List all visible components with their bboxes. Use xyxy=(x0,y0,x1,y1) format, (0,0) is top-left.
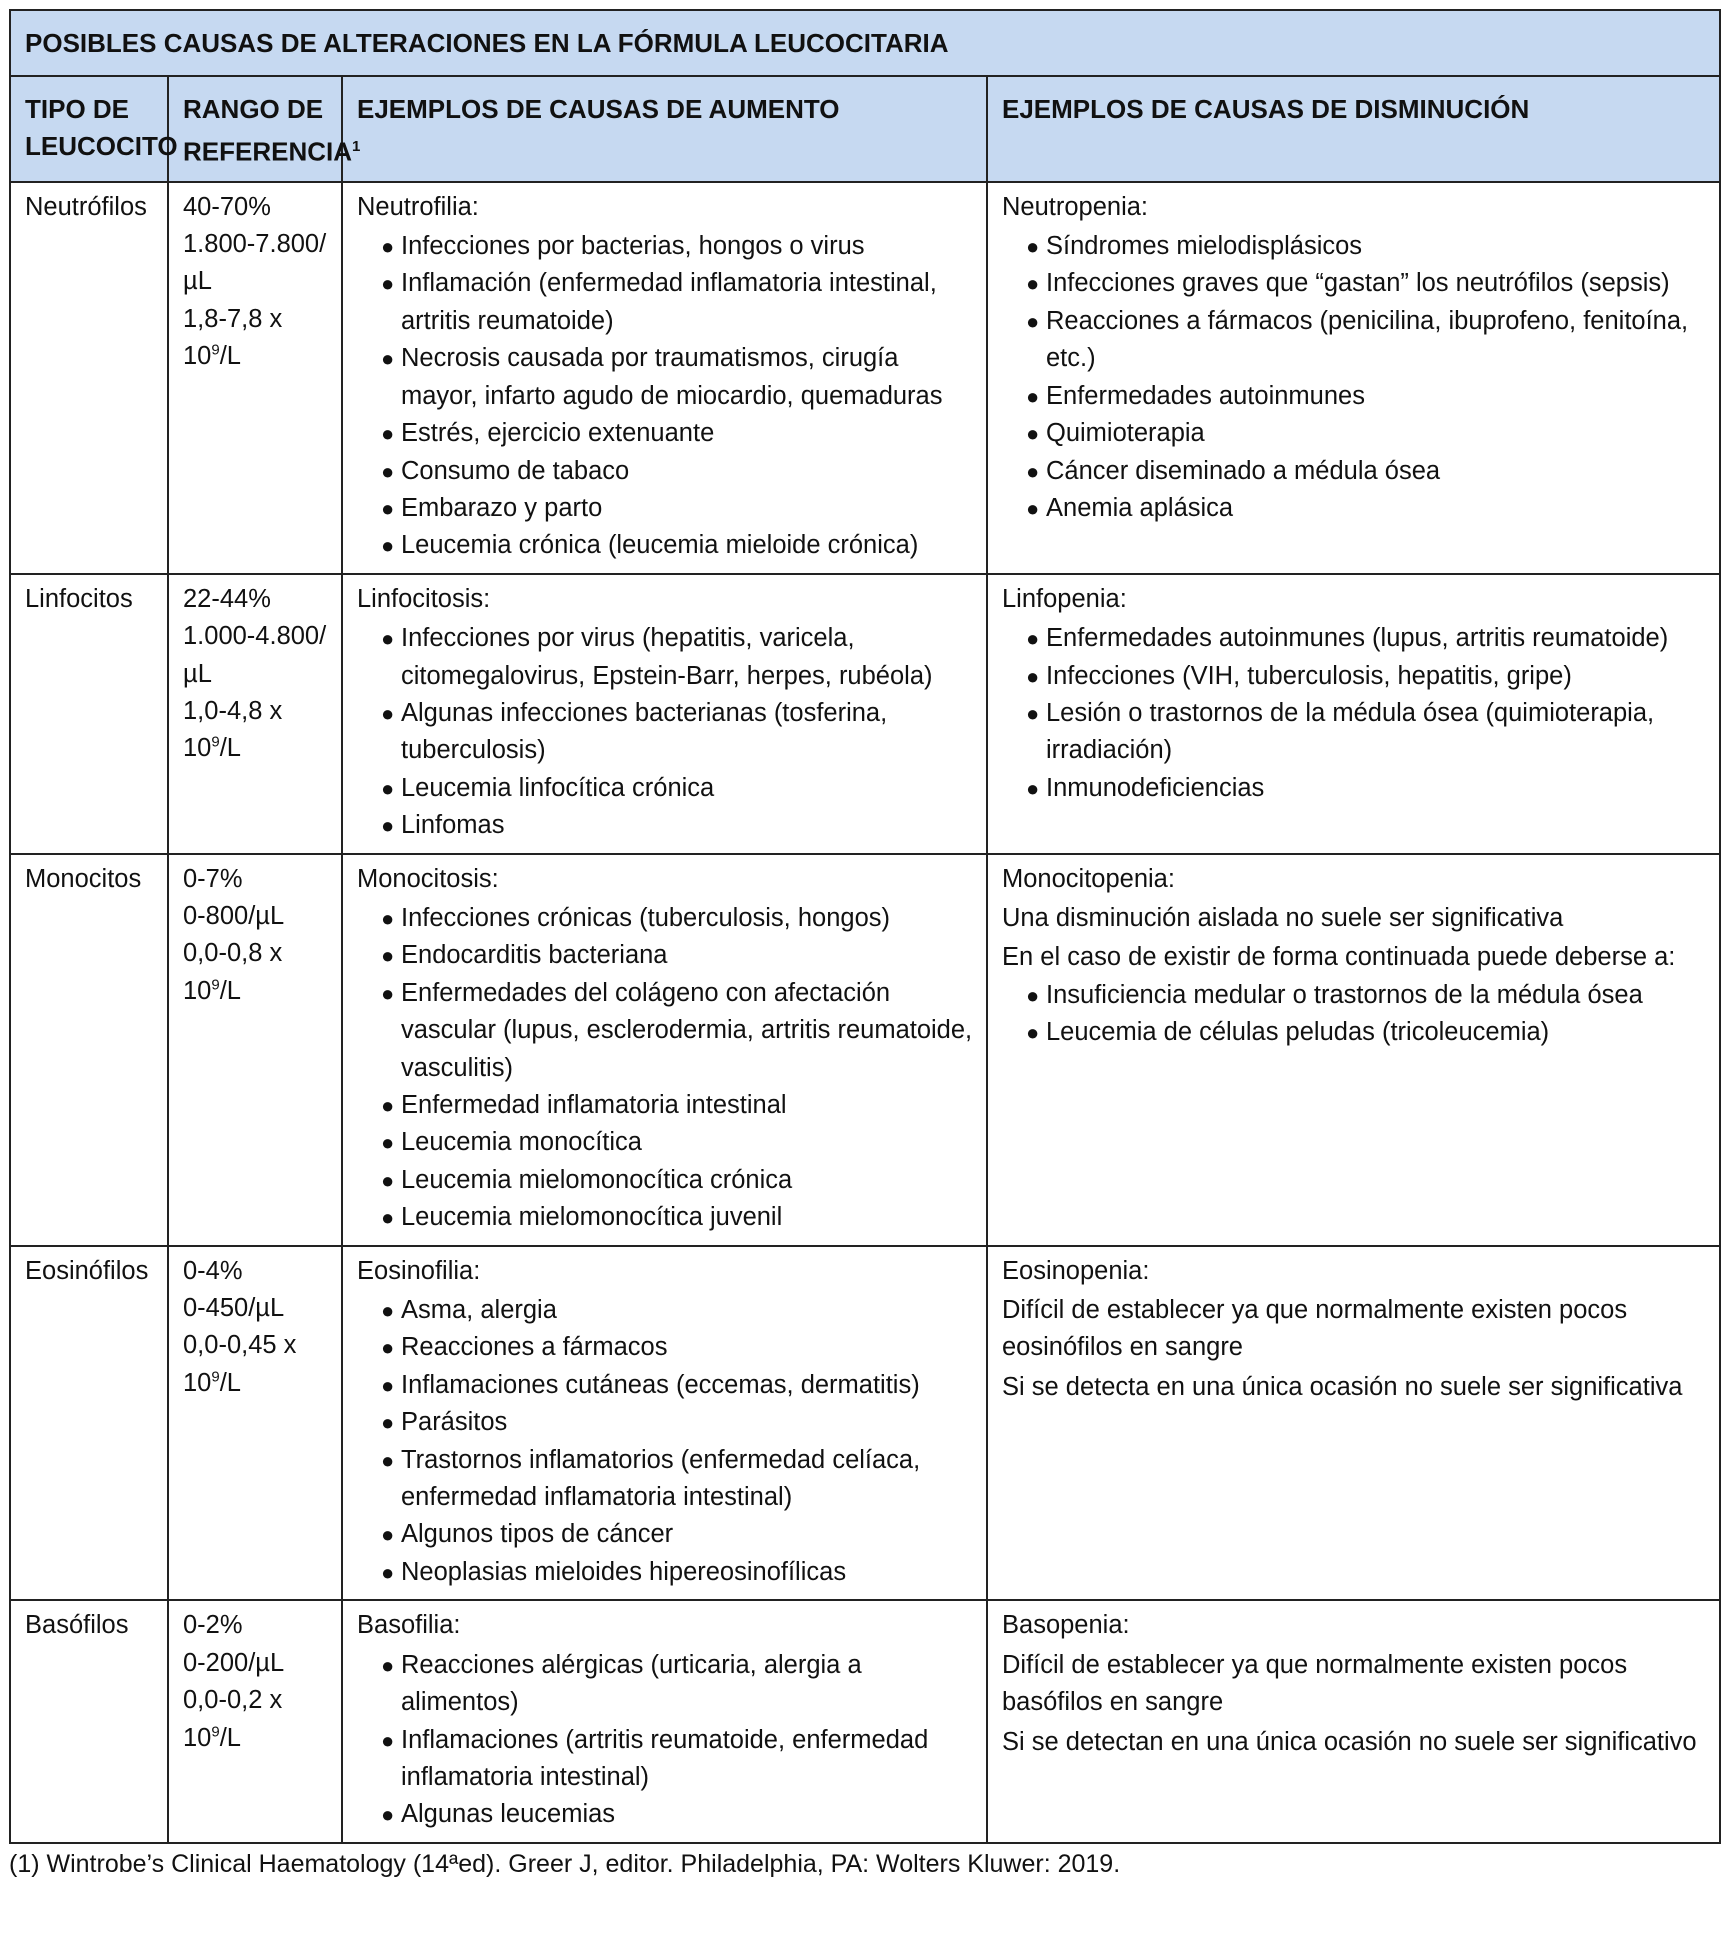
range-si-exponent: 9 xyxy=(211,341,220,359)
range-si-exponent: 9 xyxy=(211,1723,220,1740)
cause-text: Embarazo y parto xyxy=(401,493,603,522)
range-absolute: 0-450/µL xyxy=(183,1294,285,1323)
cause-text: Enfermedades del colágeno con afectación vascular (lupus, esclerodermia, artritis reumatoide, vasculitis) xyxy=(401,978,973,1082)
reference-range xyxy=(168,1600,342,1842)
bullet-icon: ● xyxy=(1026,495,1040,521)
cause-item xyxy=(357,1367,976,1404)
bullet-icon: ● xyxy=(381,813,395,839)
header-tipo: TIPO DE LEUCOCITO xyxy=(10,76,168,182)
bullet-icon: ● xyxy=(1026,700,1040,726)
table-row xyxy=(10,1600,1720,1842)
cause-text: Leucemia monocítica xyxy=(401,1128,642,1157)
bullet-icon: ● xyxy=(381,775,395,801)
cause-item xyxy=(357,1404,976,1441)
range-absolute: 0-800/µL xyxy=(183,901,285,930)
cause-text: Inflamaciones (artritis reumatoide, enfermedad inflamatoria intestinal) xyxy=(401,1725,929,1791)
cause-text: Linfomas xyxy=(401,811,505,840)
header-rango xyxy=(168,76,361,182)
cause-item xyxy=(357,1124,976,1161)
cause-text: Leucemia mielomonocítica juvenil xyxy=(401,1203,783,1232)
bullet-icon: ● xyxy=(381,495,395,521)
cause-item xyxy=(357,1722,976,1797)
range-si-base: 0,0-0,2 x 10 xyxy=(183,1686,283,1752)
leukocyte-type: Monocitos xyxy=(10,854,168,1246)
reference-range xyxy=(168,1246,342,1601)
cause-paragraph: Difícil de establecer ya que normalmente existen pocos eosinófilos en sangre xyxy=(1002,1296,1628,1362)
cause-text: Leucemia linfocítica crónica xyxy=(401,773,715,802)
bullet-icon: ● xyxy=(1026,308,1040,334)
causes-aumento xyxy=(342,1246,987,1601)
cause-text: Leucemia mielomonocítica crónica xyxy=(401,1165,793,1194)
cause-text: Lesión o trastornos de la médula ósea (quimioterapia, irradiación) xyxy=(1046,698,1655,765)
cause-item xyxy=(357,770,976,807)
condition-label: Linfocitosis: xyxy=(357,584,491,613)
cause-text: Infecciones por virus (hepatitis, varicela, citomegalovirus, Epstein-Barr, herpes, rubéola) xyxy=(401,624,933,690)
bullet-icon: ● xyxy=(1026,458,1040,484)
footnote: (1) Wintrobe’s Clinical Haematology (14ªed). Greer J, editor. Philadelphia, PA: Wolters Kluwer: 2019. xyxy=(9,1849,1121,1878)
cause-item xyxy=(357,1442,976,1517)
cause-item xyxy=(357,807,976,844)
cause-text: Neoplasias mieloides hipereosinofílicas xyxy=(401,1557,847,1586)
cause-item xyxy=(357,1162,976,1199)
cause-text: Trastornos inflamatorios (enfermedad celíaca, enfermedad inflamatoria intestinal) xyxy=(401,1445,921,1512)
condition-label: Linfopenia: xyxy=(1002,584,1127,613)
cause-item xyxy=(357,1199,976,1236)
cause-text: Infecciones por bacterias, hongos o virus xyxy=(401,232,865,261)
range-si-exponent: 9 xyxy=(211,1368,220,1386)
cause-paragraph: Una disminución aislada no suele ser significativa xyxy=(1002,903,1564,932)
cause-text: Infecciones graves que “gastan” los neutrófilos (sepsis) xyxy=(1046,269,1670,298)
bullet-icon: ● xyxy=(381,1652,395,1678)
bullet-icon: ● xyxy=(381,421,395,447)
header-row xyxy=(10,76,1720,182)
cause-item xyxy=(357,1647,976,1722)
bullet-icon: ● xyxy=(1026,982,1040,1008)
cause-text: Insuficiencia medular o trastornos de la médula ósea xyxy=(1046,980,1643,1009)
range-si-unit: /L xyxy=(219,976,241,1005)
bullet-icon: ● xyxy=(1026,383,1040,409)
cause-text: Enfermedad inflamatoria intestinal xyxy=(401,1091,787,1119)
cause-item xyxy=(1002,770,1709,807)
cause-text: Leucemia crónica (leucemia mieloide crónica) xyxy=(401,531,919,560)
range-si-exponent: 9 xyxy=(211,976,220,994)
cause-text: Consumo de tabaco xyxy=(401,456,630,485)
title-row xyxy=(10,10,1720,76)
cause-item xyxy=(1002,415,1709,452)
table-row xyxy=(10,574,1720,854)
range-percent: 0-7% xyxy=(183,864,243,893)
range-si-base: 1,8-7,8 x 10 xyxy=(183,304,283,371)
bullet-icon: ● xyxy=(381,905,395,931)
causes-aumento xyxy=(342,182,987,574)
causes-disminucion xyxy=(987,182,1720,574)
cause-item xyxy=(357,228,976,265)
condition-label: Neutropenia: xyxy=(1002,192,1149,221)
range-si-unit: /L xyxy=(219,734,241,763)
cause-item xyxy=(357,1292,976,1329)
range-si-base: 0,0-0,45 x 10 xyxy=(183,1331,297,1397)
bullet-icon: ● xyxy=(1026,271,1040,297)
header-rango-label: RANGO DE REFERENCIA xyxy=(183,94,353,167)
condition-label: Neutrofilia: xyxy=(357,192,479,221)
cause-text: Anemia aplásica xyxy=(1046,493,1234,522)
cause-text: Leucemia de células peludas (tricoleucemia) xyxy=(1046,1018,1550,1047)
causes-aumento xyxy=(342,854,987,1246)
table-row xyxy=(10,1246,1720,1601)
bullet-icon: ● xyxy=(381,1130,395,1156)
range-si xyxy=(183,1682,331,1757)
cause-item xyxy=(1002,378,1709,415)
reference-range xyxy=(168,182,342,574)
bullet-icon: ● xyxy=(381,1559,395,1585)
cause-text: Endocarditis bacteriana xyxy=(401,941,668,970)
table-row xyxy=(10,854,1720,1246)
bullet-icon: ● xyxy=(381,346,395,372)
cause-text: Algunas leucemias xyxy=(401,1800,616,1829)
cause-item xyxy=(357,265,976,340)
cause-item xyxy=(357,620,976,695)
range-si xyxy=(183,935,331,1010)
document xyxy=(9,9,1719,1879)
bullet-icon: ● xyxy=(381,626,395,652)
range-si-unit: /L xyxy=(219,1723,241,1752)
cause-text: Síndromes mielodisplásicos xyxy=(1046,232,1363,261)
range-si xyxy=(183,1327,331,1402)
table-title: POSIBLES CAUSAS DE ALTERACIONES EN LA FÓRMULA LEUCOCITARIA xyxy=(10,10,1720,76)
cause-text: Reacciones a fármacos (penicilina, ibuprofeno, fenitoína, etc.) xyxy=(1046,306,1689,373)
cause-text: Quimioterapia xyxy=(1046,419,1205,448)
range-percent: 0-4% xyxy=(183,1256,243,1285)
range-si-unit: /L xyxy=(219,1368,241,1397)
reference-range xyxy=(168,574,342,854)
cause-paragraph: Si se detecta en una única ocasión no suele ser significativa xyxy=(1002,1372,1683,1401)
cause-item xyxy=(357,527,976,564)
bullet-icon: ● xyxy=(381,1447,395,1473)
cause-item xyxy=(357,1516,976,1553)
bullet-icon: ● xyxy=(381,271,395,297)
cause-item xyxy=(1002,303,1709,378)
cause-paragraph: Difícil de establecer ya que normalmente existen pocos basófilos en sangre xyxy=(1002,1650,1628,1717)
bullet-icon: ● xyxy=(381,1167,395,1193)
bullet-icon: ● xyxy=(381,234,395,260)
cause-text: Infecciones crónicas (tuberculosis, hongos) xyxy=(401,903,890,932)
bullet-icon: ● xyxy=(381,1727,395,1753)
cause-text: Reacciones alérgicas (urticaria, alergia a alimentos) xyxy=(401,1650,862,1717)
cause-text: Algunas infecciones bacterianas (tosferina, tuberculosis) xyxy=(401,698,888,765)
cause-item xyxy=(357,900,976,937)
footnote-ref: 1 xyxy=(352,138,361,155)
cause-item xyxy=(357,975,976,1087)
table-row xyxy=(10,182,1720,574)
cause-item xyxy=(1002,453,1709,490)
cause-item xyxy=(357,937,976,974)
bullet-icon: ● xyxy=(381,700,395,726)
cause-item xyxy=(1002,1014,1709,1051)
range-si-base: 1,0-4,8 x 10 xyxy=(183,696,283,763)
range-percent: 40-70% xyxy=(183,192,271,221)
bullet-icon: ● xyxy=(1026,626,1040,652)
bullet-icon: ● xyxy=(1026,421,1040,447)
cause-item xyxy=(1002,620,1709,657)
range-si-base: 0,0-0,8 x 10 xyxy=(183,939,283,1005)
bullet-icon: ● xyxy=(381,1410,395,1436)
bullet-icon: ● xyxy=(381,1372,395,1398)
bullet-icon: ● xyxy=(381,943,395,969)
range-absolute: 0-200/µL xyxy=(183,1648,285,1677)
causes-disminucion xyxy=(987,1246,1720,1601)
cause-paragraph: Si se detectan en una única ocasión no suele ser significativo xyxy=(1002,1727,1697,1756)
cause-item xyxy=(1002,490,1709,527)
range-absolute: 1.000-4.800/µL xyxy=(183,622,327,688)
cause-text: Infecciones (VIH, tuberculosis, hepatitis, gripe) xyxy=(1046,661,1572,690)
cause-text: Estrés, ejercicio extenuante xyxy=(401,419,715,448)
causes-disminucion xyxy=(987,1600,1720,1842)
causes-aumento xyxy=(342,1600,987,1842)
cause-item xyxy=(357,1087,976,1124)
leukocyte-table xyxy=(9,9,1721,1844)
cause-item xyxy=(357,415,976,452)
leukocyte-type: Neutrófilos xyxy=(10,182,168,574)
reference-range xyxy=(168,854,342,1246)
bullet-icon: ● xyxy=(1026,663,1040,689)
cause-item xyxy=(357,340,976,415)
bullet-icon: ● xyxy=(381,1093,395,1118)
cause-paragraph: En el caso de existir de forma continuada puede deberse a: xyxy=(1002,943,1676,972)
bullet-icon: ● xyxy=(381,1205,395,1231)
cause-item xyxy=(357,1554,976,1591)
condition-label: Eosinopenia: xyxy=(1002,1256,1150,1285)
range-si xyxy=(183,693,331,768)
cause-item xyxy=(357,453,976,490)
range-si-exponent: 9 xyxy=(211,733,220,751)
condition-label: Monocitopenia: xyxy=(1002,864,1175,893)
cause-item xyxy=(1002,658,1709,695)
condition-label: Basopenia: xyxy=(1002,1611,1130,1640)
cause-text: Cáncer diseminado a médula ósea xyxy=(1046,456,1441,485)
cause-item xyxy=(1002,977,1709,1014)
bullet-icon: ● xyxy=(381,980,395,1006)
cause-item xyxy=(357,1329,976,1366)
causes-aumento xyxy=(342,574,987,854)
leukocyte-type: Linfocitos xyxy=(10,574,168,854)
bullet-icon: ● xyxy=(381,1298,395,1324)
causes-disminucion xyxy=(987,574,1720,854)
bullet-icon: ● xyxy=(381,1335,395,1361)
cause-text: Inmunodeficiencias xyxy=(1046,773,1265,802)
bullet-icon: ● xyxy=(1026,234,1040,260)
range-percent: 0-2% xyxy=(183,1611,243,1640)
condition-label: Basofilia: xyxy=(357,1611,461,1640)
header-aumento: EJEMPLOS DE CAUSAS DE AUMENTO xyxy=(342,76,987,182)
cause-text: Enfermedades autoinmunes (lupus, artritis reumatoide) xyxy=(1046,624,1669,653)
range-si xyxy=(183,301,331,376)
bullet-icon: ● xyxy=(381,1802,395,1828)
cause-text: Algunos tipos de cáncer xyxy=(401,1520,674,1549)
range-percent: 22-44% xyxy=(183,584,271,613)
leukocyte-type: Eosinófilos xyxy=(10,1246,168,1601)
bullet-icon: ● xyxy=(381,1522,395,1548)
cause-text: Reacciones a fármacos xyxy=(401,1333,668,1362)
condition-label: Monocitosis: xyxy=(357,864,499,893)
cause-item xyxy=(1002,265,1709,302)
cause-item xyxy=(357,490,976,527)
bullet-icon: ● xyxy=(1026,1020,1040,1046)
cause-text: Necrosis causada por traumatismos, cirugía mayor, infarto agudo de miocardio, quemaduras xyxy=(401,344,943,410)
range-absolute: 1.800-7.800/µL xyxy=(183,230,327,296)
bullet-icon: ● xyxy=(381,533,395,559)
cause-item xyxy=(357,1796,976,1833)
cause-item xyxy=(1002,228,1709,265)
bullet-icon: ● xyxy=(1026,775,1040,801)
cause-text: Parásitos xyxy=(401,1408,508,1437)
range-si-unit: /L xyxy=(219,342,241,371)
condition-label: Eosinofilia: xyxy=(357,1256,481,1285)
cause-text: Inflamación (enfermedad inflamatoria intestinal, artritis reumatoide) xyxy=(401,269,937,335)
header-disminucion: EJEMPLOS DE CAUSAS DE DISMINUCIÓN xyxy=(987,76,1720,182)
cause-text: Inflamaciones cutáneas (eccemas, dermatitis) xyxy=(401,1370,920,1399)
leukocyte-type: Basófilos xyxy=(10,1600,168,1842)
bullet-icon: ● xyxy=(381,458,395,484)
cause-text: Asma, alergia xyxy=(401,1296,557,1325)
cause-text: Enfermedades autoinmunes xyxy=(1046,381,1365,410)
causes-disminucion xyxy=(987,854,1720,1246)
cause-item xyxy=(1002,695,1709,770)
cause-item xyxy=(357,695,976,770)
